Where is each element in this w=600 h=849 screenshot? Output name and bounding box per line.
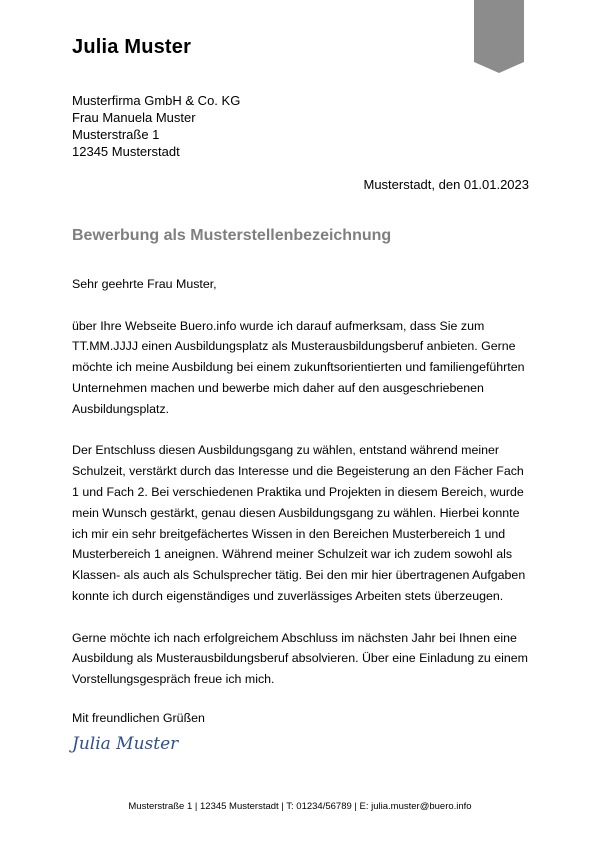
signature: Julia Muster: [72, 734, 179, 754]
place-date: Musterstadt, den 01.01.2023: [363, 177, 529, 192]
recipient-street: Musterstraße 1: [72, 127, 160, 142]
recipient-person: Frau Manuela Muster: [72, 110, 196, 125]
bookmark-ribbon-icon: [474, 0, 524, 73]
body-paragraph: Der Entschluss diesen Ausbildungsgang zu wählen, entstand während meiner Schulzeit, verstärkt durch das Interesse und die Begeisterung an den Fächer Fach 1 und Fach 2. Bei verschiedenen Praktika und Projekten in diesem Bereich, wurde mein Wunsch gestärkt, genau diesen Ausbildungsgang zu wählen. Hierbei konnte ich mir ein sehr breitgefächertes Wissen in den Bereichen Musterbereich 1 und Musterbereich 1 aneignen. Während meiner Schulzeit war ich zudem sowohl als Klassen- als auch als Schulsprecher tätig. Bei den mir hier übertragenen Aufgaben konnte ich durch eigenständiges und zuverlässiges Arbeiten stets überzeugen.: [72, 443, 526, 603]
closing: Mit freundlichen Grüßen: [72, 711, 205, 725]
recipient-address: [72, 92, 240, 160]
footer-contact: Musterstraße 1 | 12345 Musterstadt | T: 01234/56789 | E: julia.muster@buero.info: [128, 801, 472, 812]
salutation: Sehr geehrte Frau Muster,: [72, 277, 217, 291]
recipient-company: Musterfirma GmbH & Co. KG: [72, 93, 241, 108]
body-paragraph: Gerne möchte ich nach erfolgreichem Abschluss im nächsten Jahr bei Ihnen eine Ausbildung als Musterausbildungsberuf absolvieren. Über eine Einladung zu einem Vorstellungsgespräch freue ich mich.: [72, 630, 528, 687]
sender-name: Julia Muster: [72, 36, 192, 58]
recipient-city: 12345 Musterstadt: [72, 144, 180, 159]
letter-body: [72, 274, 534, 711]
body-paragraph: über Ihre Webseite Buero.info wurde ich darauf aufmerksam, dass Sie zum TT.MM.JJJJ einen Ausbildungsplatz als Musterausbildungsberuf anbieten. Gerne möchte ich meine Ausbildung bei einem zukunftsorientierten und familiengeführten Unternehmen machen und bewerbe mich daher auf den ausgeschriebenen Ausbildungsplatz.: [72, 318, 525, 416]
subject-line: Bewerbung als Musterstellenbezeichnung: [72, 227, 392, 244]
